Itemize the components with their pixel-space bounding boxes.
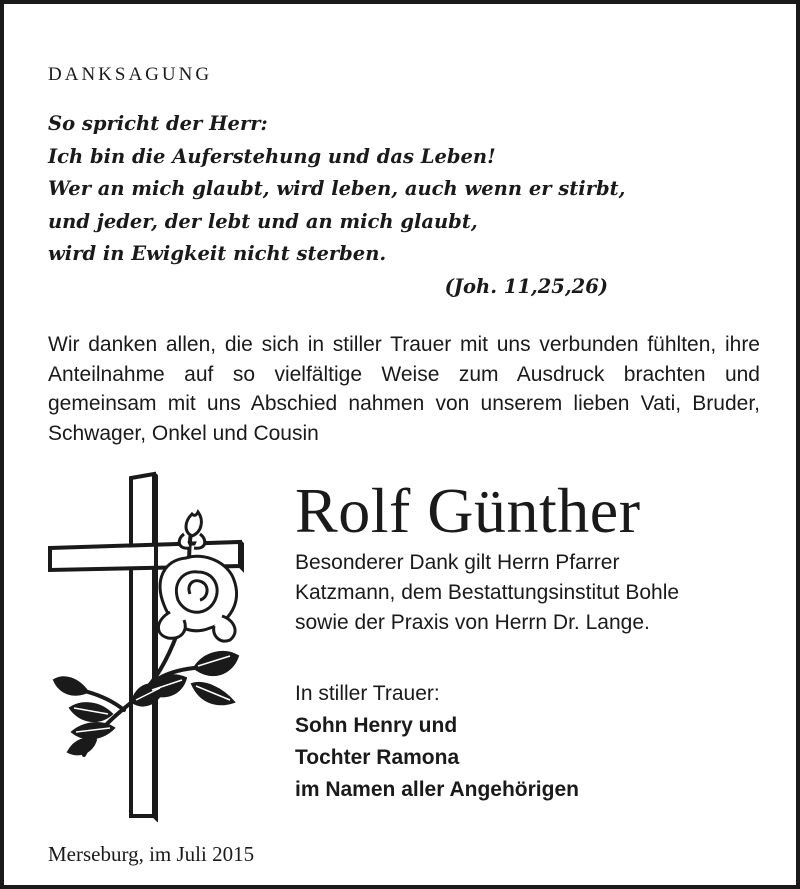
verse-line: und jeder, der lebt und an mich glaubt, [48, 209, 478, 233]
mourners-label: In stiller Trauer: [295, 682, 440, 705]
mourner-name: im Namen aller Angehörigen [295, 778, 579, 801]
special-thanks-line: Katzmann, dem Bestattungsinstitut Bohle [295, 581, 680, 604]
verse-line: wird in Ewigkeit nicht sterben. [48, 242, 387, 265]
cross-with-rose-icon [44, 470, 244, 822]
verse-reference: (Joh. 11,25,26) [444, 274, 608, 298]
thanks-paragraph: Wir danken allen, die sich in stiller Trauer mit uns verbunden fühlten, ihre Anteilnahme auf so vielfältige Weise zum Ausdruck brachten und gemeinsam mit uns Abschied nahmen von unserem lieben Vati, Bruder, Schwager, Onkel und Cousin [48, 333, 760, 445]
verse-line: So spricht der Herr: [48, 112, 268, 135]
bible-verse [48, 108, 648, 303]
mourner-name: Tochter Ramona [295, 746, 460, 769]
verse-line: Ich bin die Auferstehung und das Leben! [48, 144, 496, 168]
deceased-name: Rolf Günther [295, 475, 641, 546]
special-thanks-line: Besonderer Dank gilt Herrn Pfarrer [295, 551, 620, 574]
mourner-name: Sohn Henry und [295, 714, 458, 737]
mourners-block [295, 678, 765, 806]
notice-heading: DANKSAGUNG [48, 64, 213, 85]
rose-flower-icon [158, 556, 236, 641]
place-date: Merseburg, im Juli 2015 [48, 842, 255, 866]
cross-icon [50, 474, 242, 818]
special-thanks [295, 548, 765, 638]
special-thanks-line: sowie der Praxis von Herrn Dr. Lange. [295, 611, 650, 634]
verse-line: Wer an mich glaubt, wird leben, auch wenn er stirbt, [48, 177, 626, 200]
